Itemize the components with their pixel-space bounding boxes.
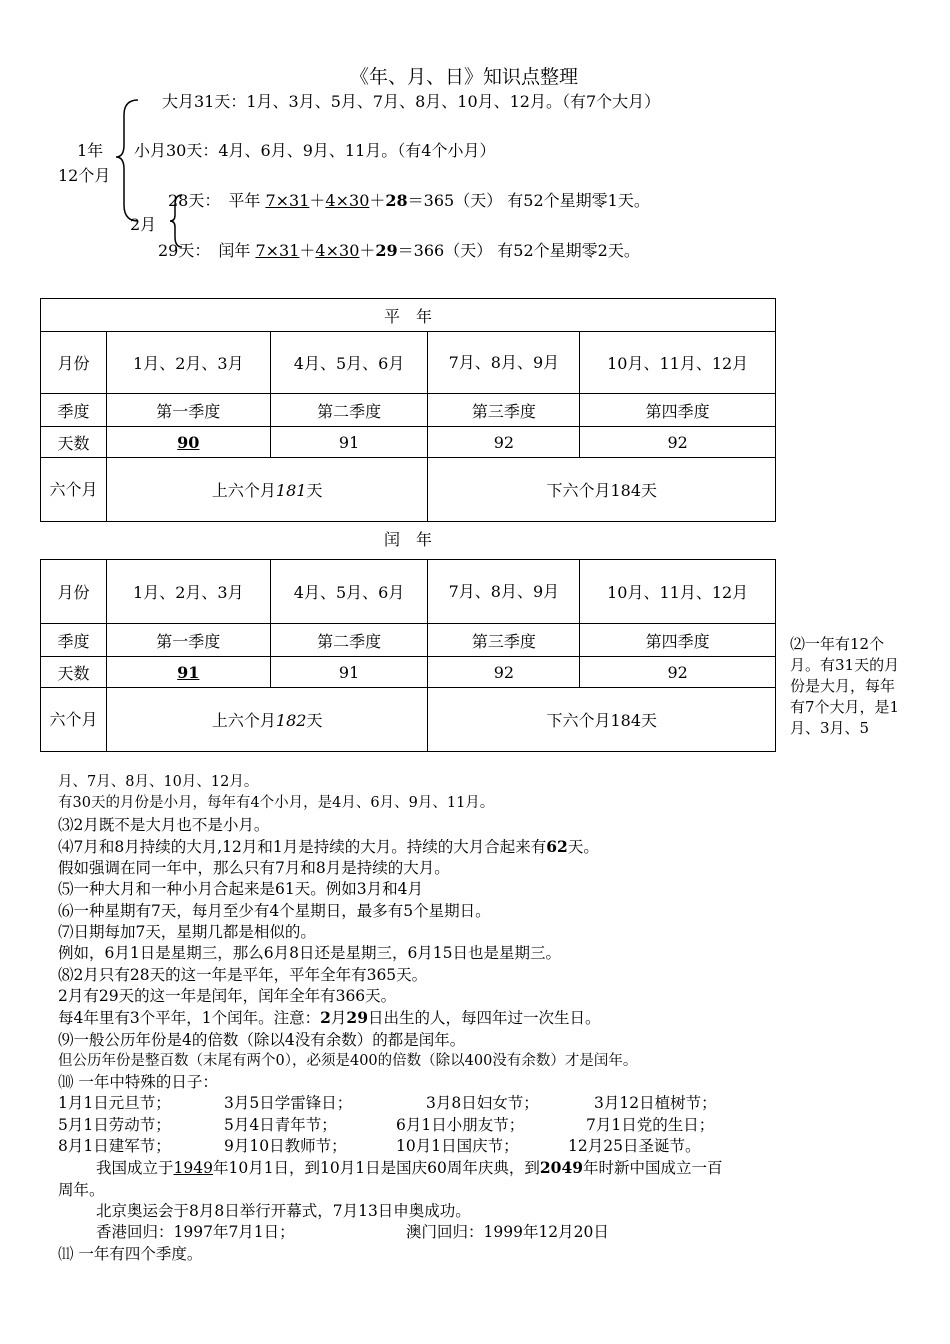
row-header-month: 月份 — [41, 560, 107, 624]
note-line: 有30天的月份是小月，每年有4个小月，是4月、6月、9月、11月。 — [58, 795, 495, 812]
festival-item: 8月1日建军节； — [58, 1137, 171, 1156]
festival-item: 6月1日小朋友节； — [396, 1115, 525, 1134]
note-text: 日出生的人，每四年过一次生日。 — [367, 1009, 601, 1028]
row-header-quarter: 季度 — [41, 394, 107, 427]
note-line — [58, 1007, 908, 1029]
days-value: 91 — [177, 662, 200, 682]
note-line — [58, 1222, 908, 1243]
note-line: ⑶2月既不是大月也不是小月。 — [58, 815, 270, 834]
festival-item: 10月1日国庆节； — [396, 1137, 519, 1156]
page-title: 《年、月、日》知识点整理 — [350, 66, 579, 88]
first-half-label: 上六个月 — [211, 481, 276, 500]
row-header-days: 天数 — [41, 657, 107, 688]
common-year-table — [40, 298, 776, 522]
note-line: ⑺日期每加7天，星期几都是相似的。 — [58, 923, 316, 942]
feb28-small-product: 4×30 — [325, 191, 370, 210]
feb28-days: 28 — [385, 191, 408, 210]
note-text: 香港回归：1997年7月1日； — [96, 1223, 295, 1242]
quarter-cell: 第三季度 — [428, 394, 580, 427]
note-text: 年10月1日，到10月1日是国庆60周年庆典，到 — [212, 1159, 540, 1178]
festival-item: 3月8日妇女节； — [426, 1094, 539, 1113]
month-cell: 7月、8月、9月 — [428, 560, 580, 624]
note-line: 例如，6月1日是星期三，那么6月8日还是星期三，6月15日也是星期三。 — [58, 944, 562, 963]
days-cell — [106, 657, 270, 688]
months-label: 12个月 — [58, 166, 111, 185]
month-cell: 4月、5月、6月 — [270, 332, 428, 394]
feb-label: 2月 — [130, 215, 157, 234]
quarter-cell: 第三季度 — [428, 624, 580, 657]
note-number: 62 — [546, 836, 568, 856]
note-line: ⑻2月只有28天的这一年是平年，平年全年有365天。 — [58, 965, 428, 984]
second-half-cell: 下六个月184天 — [428, 688, 776, 752]
plus-sign: ＋ — [309, 191, 326, 210]
first-half-label: 上六个月 — [211, 711, 276, 730]
days-value: 90 — [177, 432, 200, 452]
feb28-big-product: 7×31 — [265, 191, 310, 210]
note-line: 假如强调在同一年中，那么只有7月和8月是持续的大月。 — [58, 859, 450, 878]
festival-row — [58, 1093, 908, 1114]
note-number: 1949 — [173, 1159, 213, 1178]
small-month-line: 小月30天：4月、6月、9月、11月。（有4个小月） — [134, 141, 496, 160]
notes-section — [58, 772, 908, 1265]
feb29-line — [158, 238, 640, 261]
days-cell: 91 — [270, 427, 428, 458]
note-line — [58, 836, 908, 858]
days-cell: 91 — [270, 657, 428, 688]
row-header-half: 六个月 — [41, 458, 107, 522]
second-half-cell: 下六个月184天 — [428, 458, 776, 522]
row-header-month: 月份 — [41, 332, 107, 394]
note-line: ⑽ 一年中特殊的日子： — [58, 1073, 218, 1092]
feb29-suffix: ＝366（天） 有52个星期零2天。 — [397, 241, 640, 260]
festival-item: 7月1日党的生日； — [586, 1115, 715, 1134]
festival-item: 5月4日青年节； — [224, 1115, 337, 1134]
quarter-cell: 第一季度 — [106, 394, 270, 427]
quarter-cell: 第一季度 — [106, 624, 270, 657]
plus-sign: ＋ — [299, 241, 316, 260]
unit-label: 天 — [306, 711, 323, 730]
feb29-prefix: 29天： 闰年 — [158, 241, 256, 260]
first-half-value: 182 — [275, 711, 307, 730]
month-cell: 7月、8月、9月 — [428, 332, 580, 394]
feb29-days: 29 — [375, 241, 398, 260]
note-line: ⑸一种大月和一种小月合起来是61天。例如3月和4月 — [58, 880, 423, 899]
note-text: 月 — [330, 1009, 347, 1028]
days-cell — [106, 427, 270, 458]
month-cell: 1月、2月、3月 — [106, 560, 270, 624]
feb28-line — [168, 188, 650, 211]
note-line: 北京奥运会于8月8日举行开幕式，7月13日申奥成功。 — [96, 1201, 471, 1220]
note-text: 年时新中国成立一百 — [583, 1159, 723, 1178]
festival-item: 3月12日植树节； — [594, 1094, 717, 1113]
first-half-cell — [106, 688, 428, 752]
note-text: 澳门回归：1999年12月20日 — [406, 1223, 609, 1242]
days-cell: 92 — [580, 657, 776, 688]
days-cell: 92 — [580, 427, 776, 458]
note-line: ⑹一种星期有7天，每月至少有4个星期日，最多有5个星期日。 — [58, 901, 491, 920]
festival-item: 3月5日学雷锋日； — [224, 1094, 353, 1113]
first-half-value: 181 — [275, 481, 307, 500]
table-caption: 平 年 — [41, 299, 776, 332]
quarter-cell: 第二季度 — [270, 624, 428, 657]
note-text: 每4年里有3个平年，1个闰年。注意： — [58, 1009, 321, 1028]
note-number: 2 — [320, 1008, 331, 1028]
note-text: 我国成立于 — [96, 1159, 174, 1178]
row-header-days: 天数 — [41, 427, 107, 458]
days-cell: 92 — [428, 657, 580, 688]
feb29-big-product: 7×31 — [255, 241, 300, 260]
feb28-suffix: ＝365（天） 有52个星期零1天。 — [407, 191, 650, 210]
quarter-cell: 第四季度 — [580, 624, 776, 657]
festival-item: 12月25日圣诞节。 — [568, 1137, 701, 1156]
first-half-cell — [106, 458, 428, 522]
days-cell: 92 — [428, 427, 580, 458]
year-label: 1年 — [77, 141, 104, 160]
festival-item: 9月10日教师节； — [224, 1137, 347, 1156]
note-text: ⑷7月和8月持续的大月,12月和1月是持续的大月。持续的大月合起来有 — [58, 837, 547, 856]
note-line — [58, 1157, 908, 1179]
month-cell: 10月、11月、12月 — [580, 560, 776, 624]
feb29-small-product: 4×30 — [315, 241, 360, 260]
row-header-half: 六个月 — [41, 688, 107, 752]
festival-item: 5月1日劳动节； — [58, 1115, 171, 1134]
note-line: 2月有29天的这一年是闰年，闰年全年有366天。 — [58, 986, 397, 1005]
side-note: ⑵一年有12个月。有31天的月份是大月，每年有7个大月，是1月、3月、5 — [790, 635, 900, 737]
table-caption: 闰 年 — [383, 530, 432, 549]
quarter-cell: 第四季度 — [580, 394, 776, 427]
note-number: 29 — [346, 1008, 368, 1028]
plus-sign: ＋ — [359, 241, 376, 260]
big-month-line: 大月31天：1月、3月、5月、7月、8月、10月、12月。（有7个大月） — [162, 92, 661, 111]
festival-row — [58, 1115, 908, 1136]
note-line: ⑾ 一年有四个季度。 — [58, 1244, 203, 1263]
quarter-cell: 第二季度 — [270, 394, 428, 427]
note-line: 月、7月、8月、10月、12月。 — [58, 774, 259, 790]
leap-year-table — [40, 559, 776, 752]
festival-item: 1月1日元旦节； — [58, 1094, 171, 1113]
unit-label: 天 — [306, 481, 323, 500]
festival-row — [58, 1136, 908, 1157]
feb28-prefix: 28天： 平年 — [168, 191, 266, 210]
month-cell: 4月、5月、6月 — [270, 560, 428, 624]
note-line: 但公历年份是整百数（末尾有两个0），必须是400的倍数（除以400没有余数）才是闰年。 — [58, 1052, 638, 1069]
note-text: 天。 — [567, 837, 599, 856]
row-header-quarter: 季度 — [41, 624, 107, 657]
plus-sign: ＋ — [369, 191, 386, 210]
note-line: 周年。 — [58, 1180, 105, 1199]
month-cell: 10月、11月、12月 — [580, 332, 776, 394]
note-number: 2049 — [539, 1158, 584, 1178]
month-cell: 1月、2月、3月 — [106, 332, 270, 394]
note-line: ⑼一般公历年份是4的倍数（除以4没有余数）的都是闰年。 — [58, 1030, 466, 1049]
